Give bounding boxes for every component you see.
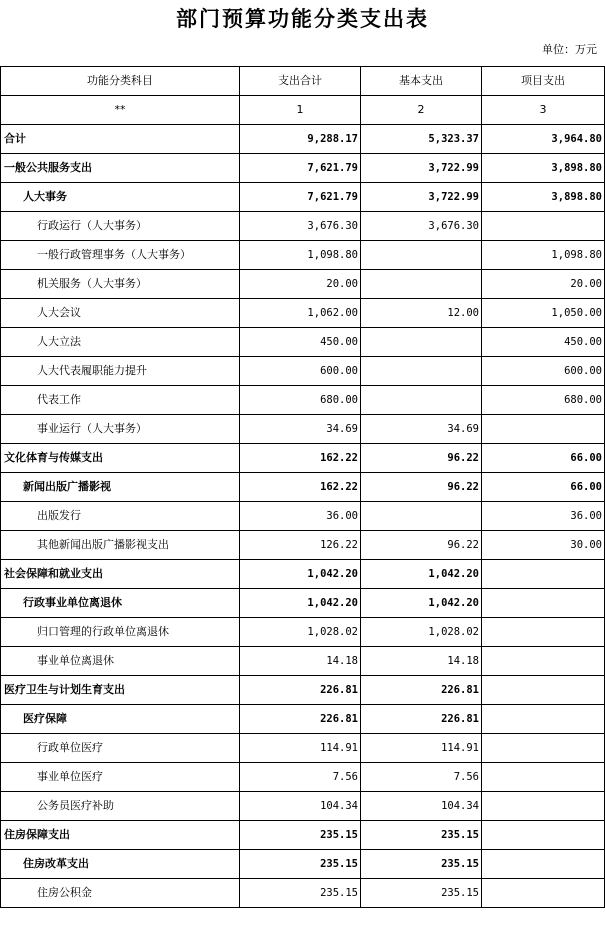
header-project: 项目支出 (482, 67, 605, 96)
row-basic: 34.69 (361, 415, 482, 444)
row-category: 住房改革支出 (1, 850, 240, 879)
row-basic: 114.91 (361, 734, 482, 763)
row-basic (361, 328, 482, 357)
row-category: 文化体育与传媒支出 (1, 444, 240, 473)
row-total: 3,676.30 (240, 212, 361, 241)
row-total: 104.34 (240, 792, 361, 821)
row-category: 一般公共服务支出 (1, 154, 240, 183)
table-row (1, 850, 605, 879)
row-total: 126.22 (240, 531, 361, 560)
table-row (1, 241, 605, 270)
index-cell-total: 1 (240, 96, 361, 125)
row-category: 其他新闻出版广播影视支出 (1, 531, 240, 560)
row-total: 1,062.00 (240, 299, 361, 328)
row-total: 450.00 (240, 328, 361, 357)
row-basic (361, 241, 482, 270)
row-basic: 96.22 (361, 473, 482, 502)
table-row (1, 125, 605, 154)
row-total: 226.81 (240, 676, 361, 705)
row-total: 114.91 (240, 734, 361, 763)
row-basic (361, 386, 482, 415)
table-row (1, 676, 605, 705)
row-basic: 96.22 (361, 444, 482, 473)
row-category: 机关服务（人大事务） (1, 270, 240, 299)
row-category: 一般行政管理事务（人大事务） (1, 241, 240, 270)
row-category: 人大事务 (1, 183, 240, 212)
row-basic: 3,722.99 (361, 154, 482, 183)
table-row (1, 560, 605, 589)
table-row (1, 792, 605, 821)
row-category: 社会保障和就业支出 (1, 560, 240, 589)
row-category: 代表工作 (1, 386, 240, 415)
row-project (482, 879, 605, 908)
header-basic: 基本支出 (361, 67, 482, 96)
row-basic: 104.34 (361, 792, 482, 821)
table-row (1, 328, 605, 357)
row-category: 归口管理的行政单位离退休 (1, 618, 240, 647)
row-project: 36.00 (482, 502, 605, 531)
row-total: 1,098.80 (240, 241, 361, 270)
row-basic: 96.22 (361, 531, 482, 560)
row-basic (361, 270, 482, 299)
row-project (482, 618, 605, 647)
index-cell-basic: 2 (361, 96, 482, 125)
row-project (482, 821, 605, 850)
row-category: 事业单位离退休 (1, 647, 240, 676)
row-project (482, 676, 605, 705)
row-project (482, 415, 605, 444)
header-total: 支出合计 (240, 67, 361, 96)
row-category: 事业单位医疗 (1, 763, 240, 792)
row-project (482, 763, 605, 792)
index-cell-category: ** (1, 96, 240, 125)
row-project: 680.00 (482, 386, 605, 415)
row-basic: 3,676.30 (361, 212, 482, 241)
table-row (1, 357, 605, 386)
row-basic: 12.00 (361, 299, 482, 328)
row-total: 7,621.79 (240, 154, 361, 183)
table-row (1, 647, 605, 676)
row-project: 450.00 (482, 328, 605, 357)
table-row (1, 589, 605, 618)
row-project: 3,964.80 (482, 125, 605, 154)
row-basic: 235.15 (361, 879, 482, 908)
row-total: 34.69 (240, 415, 361, 444)
table-row (1, 154, 605, 183)
row-category: 住房保障支出 (1, 821, 240, 850)
row-category: 医疗卫生与计划生育支出 (1, 676, 240, 705)
row-total: 600.00 (240, 357, 361, 386)
row-total: 235.15 (240, 879, 361, 908)
index-cell-project: 3 (482, 96, 605, 125)
table-row (1, 531, 605, 560)
row-project: 1,050.00 (482, 299, 605, 328)
row-project (482, 560, 605, 589)
row-category: 行政运行（人大事务） (1, 212, 240, 241)
table-body (1, 67, 605, 908)
row-category: 住房公积金 (1, 879, 240, 908)
row-total: 36.00 (240, 502, 361, 531)
row-project (482, 705, 605, 734)
row-basic: 235.15 (361, 821, 482, 850)
row-total: 1,042.20 (240, 560, 361, 589)
header-row (1, 67, 605, 96)
table-row (1, 705, 605, 734)
row-basic: 235.15 (361, 850, 482, 879)
row-total: 162.22 (240, 473, 361, 502)
row-project (482, 734, 605, 763)
row-basic (361, 502, 482, 531)
row-project (482, 212, 605, 241)
row-total: 162.22 (240, 444, 361, 473)
table-row (1, 763, 605, 792)
row-total: 20.00 (240, 270, 361, 299)
row-total: 226.81 (240, 705, 361, 734)
header-category: 功能分类科目 (1, 67, 240, 96)
row-category: 事业运行（人大事务） (1, 415, 240, 444)
row-total: 1,042.20 (240, 589, 361, 618)
row-category: 新闻出版广播影视 (1, 473, 240, 502)
row-basic: 1,028.02 (361, 618, 482, 647)
row-project (482, 792, 605, 821)
row-project: 600.00 (482, 357, 605, 386)
row-total: 680.00 (240, 386, 361, 415)
row-total: 7,621.79 (240, 183, 361, 212)
row-project: 3,898.80 (482, 154, 605, 183)
row-total: 1,028.02 (240, 618, 361, 647)
row-category: 行政事业单位离退休 (1, 589, 240, 618)
row-project (482, 647, 605, 676)
row-basic: 226.81 (361, 705, 482, 734)
table-row (1, 299, 605, 328)
row-basic: 1,042.20 (361, 560, 482, 589)
table-row (1, 212, 605, 241)
table-row (1, 183, 605, 212)
row-basic: 5,323.37 (361, 125, 482, 154)
table-row (1, 502, 605, 531)
row-basic: 14.18 (361, 647, 482, 676)
table-row (1, 821, 605, 850)
budget-table (0, 66, 605, 908)
row-project (482, 589, 605, 618)
row-basic: 226.81 (361, 676, 482, 705)
row-category: 人大代表履职能力提升 (1, 357, 240, 386)
index-row (1, 96, 605, 125)
row-category: 合计 (1, 125, 240, 154)
table-row (1, 618, 605, 647)
table-row (1, 444, 605, 473)
row-category: 医疗保障 (1, 705, 240, 734)
row-total: 235.15 (240, 850, 361, 879)
row-category: 人大会议 (1, 299, 240, 328)
row-total: 14.18 (240, 647, 361, 676)
row-basic: 1,042.20 (361, 589, 482, 618)
row-project: 1,098.80 (482, 241, 605, 270)
row-project: 20.00 (482, 270, 605, 299)
table-row (1, 386, 605, 415)
row-total: 9,288.17 (240, 125, 361, 154)
row-project: 3,898.80 (482, 183, 605, 212)
row-project: 66.00 (482, 473, 605, 502)
row-total: 235.15 (240, 821, 361, 850)
row-basic: 3,722.99 (361, 183, 482, 212)
row-basic (361, 357, 482, 386)
table-row (1, 415, 605, 444)
row-category: 人大立法 (1, 328, 240, 357)
table-row (1, 879, 605, 908)
table-row (1, 734, 605, 763)
table-row (1, 270, 605, 299)
row-basic: 7.56 (361, 763, 482, 792)
table-row (1, 473, 605, 502)
row-project: 66.00 (482, 444, 605, 473)
row-category: 行政单位医疗 (1, 734, 240, 763)
row-project (482, 850, 605, 879)
row-total: 7.56 (240, 763, 361, 792)
unit-label: 单位：万元 (542, 43, 597, 56)
row-project: 30.00 (482, 531, 605, 560)
row-category: 出版发行 (1, 502, 240, 531)
page-title: 部门预算功能分类支出表 (176, 6, 429, 31)
row-category: 公务员医疗补助 (1, 792, 240, 821)
